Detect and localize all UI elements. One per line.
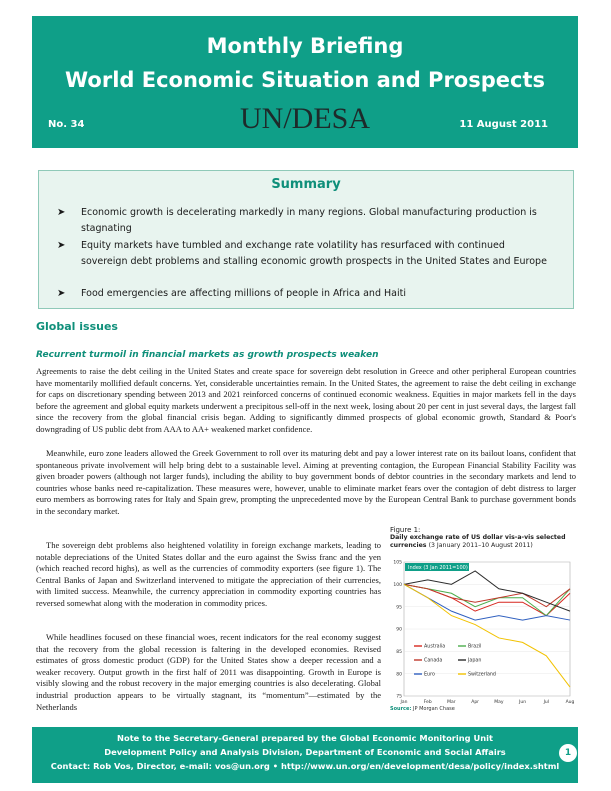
footer-contact[interactable]: Contact: Rob Vos, Director, e-mail: vos@un.org • http://www.un.org/en/development/desa/policy/index.shtml <box>50 761 560 771</box>
x-tick-label: Apr <box>471 700 480 705</box>
x-tick-label: Feb <box>423 700 432 705</box>
arrow-bullet-icon: ➤ <box>57 288 66 299</box>
y-tick-label: 100 <box>393 582 402 588</box>
x-tick-label: Jan <box>400 700 408 705</box>
figure-source-text: JP Morgan Chase <box>413 706 455 712</box>
header-banner <box>32 16 578 148</box>
paragraph-1: Agreements to raise the debt ceiling in the United States and create space for sovereign debt resolution in Greece and other peripheral European countries have momentarily mollified default concerns. Yet, considerable uncertainties remain. In the United States, the agreement to raise the debt ceiling in exchange for caps on discretionary spending between 2013 and 2021 reinforced concerns of continued economic weakness. Equities in major markets fell in the days before the agreement and global equity markets underwent a precipitous sell-off in the next week, losing about 20 per cent in just several days, the largest fall since the recovery from the global financial crisis began. Adding to significantly dimmed prospects of global economic growth, Standard & Poor's downgrading of US public debt from AAA to AA+ weakened market confidence. <box>36 366 576 434</box>
paragraph-2: Meanwhile, euro zone leaders allowed the Greek Government to roll over its maturing debt and pay a lower interest rate on its bailout loans, confident that spontaneous private involvement will help bring debt to a sustainable level. Aiming at preventing contagion, the European Financial Stability Facility was given broader powers (although not larger funds), including the ability to buy government bonds of debtor countries in the secondary markets and lend to countries whose banks need re-capitalization. These measures were, however, unable to eliminate market fears over the contagion of debt distress to larger euro members as borrowing rates for Italy and Spain grew, prompting the unprecedented move by the European Central Bank to purchase government bonds in the secondary market. <box>36 448 576 516</box>
legend-label: Canada <box>424 658 443 664</box>
summary-box <box>38 170 574 309</box>
legend-label: Euro <box>424 672 435 678</box>
sub-heading: Recurrent turmoil in financial markets as growth prospects weaken <box>36 350 379 360</box>
issue-number: No. 34 <box>48 119 85 130</box>
x-tick-label: Jul <box>543 700 550 705</box>
x-tick-label: Mar <box>447 700 456 705</box>
figure-1 <box>390 526 575 718</box>
paragraph-4: While headlines focused on these financial woes, recent indicators for the real economy suggest that the recovery from the global recession is faltering in the developed economies. Revised estimates of gross domestic product (GDP) for the United States show a deeper recession and a weaker recovery. Output growth in the first half of 2011 was disappointing. Growth in Europe is visibly slowing and the robust recovery in the major emerging countries is also decelerating. Global industrial production appears to be virtually stagnant, its “momentum”—estimated by the Netherlands <box>36 632 381 712</box>
figure-source <box>390 706 455 712</box>
figure-subtitle: (3 January 2011–10 August 2011) <box>428 541 533 549</box>
legend-label: Japan <box>468 658 482 664</box>
title-line-1: Monthly Briefing <box>206 34 404 58</box>
summary-bullet <box>57 238 557 286</box>
summary-bullet-text: Economic growth is decelerating markedly in many regions. Global manufacturing production is stagnating <box>81 207 537 234</box>
y-tick-label: 75 <box>396 694 402 700</box>
figure-title <box>390 534 575 549</box>
footer-division: Development Policy and Analysis Division, Department of Economic and Social Affairs <box>104 747 506 757</box>
summary-bullet <box>57 286 557 302</box>
arrow-bullet-icon: ➤ <box>57 207 66 218</box>
summary-bullet-text: Food emergencies are affecting millions of people in Africa and Haiti <box>81 288 406 299</box>
exchange-rate-chart <box>390 556 575 706</box>
x-tick-label: Aug <box>565 700 575 705</box>
paragraph-3: The sovereign debt problems also heightened volatility in foreign exchange markets, leading to notable depreciations of the United States dollar and the euro against the Swiss franc and the yen (which reached record highs), as well as the currencies of commodity exporters (see figure 1). The Central Banks of Japan and Switzerland intervened to mitigate the appreciation of their currencies, with limited success. Meanwhile, the currency appreciation in commodity exporting countries has reversed somewhat along with the moderation in commodity prices. <box>36 540 381 608</box>
footer-banner <box>32 727 578 783</box>
figure-label: Figure 1: <box>390 526 421 534</box>
y-tick-label: 85 <box>396 649 402 655</box>
x-tick-label: Jun <box>519 700 527 705</box>
arrow-bullet-icon: ➤ <box>57 240 66 251</box>
title-line-2: World Economic Situation and Prospects <box>65 68 545 92</box>
y-tick-label: 80 <box>396 672 402 678</box>
section-heading: Global issues <box>36 320 118 333</box>
legend-label: Switzerland <box>468 672 496 678</box>
figure-source-label: Source: <box>390 706 412 712</box>
figure-title-text: Daily exchange rate of US dollar vis-a-vis selected currencies <box>390 534 566 549</box>
y-tick-label: 105 <box>393 560 402 566</box>
chart-index-label: Index (3 Jan 2011=100) <box>408 565 468 571</box>
summary-bullet-text: Equity markets have tumbled and exchange rate volatility has resurfaced with continued sovereign debt problems and stalling economic growth prospects in the United States and Europe <box>81 240 547 267</box>
organization-name: UN/DESA <box>239 102 370 135</box>
legend-label: Brazil <box>468 644 482 650</box>
summary-title: Summary <box>271 177 341 192</box>
summary-bullet <box>57 205 557 237</box>
publication-date: 11 August 2011 <box>459 119 548 130</box>
y-tick-label: 90 <box>396 627 402 633</box>
x-tick-label: May <box>494 700 504 705</box>
footer-note: Note to the Secretary-General prepared by the Global Economic Monitoring Unit <box>117 733 493 743</box>
page-number: 1 <box>559 744 577 762</box>
legend-label: Australia <box>424 644 446 650</box>
y-tick-label: 95 <box>396 605 402 611</box>
